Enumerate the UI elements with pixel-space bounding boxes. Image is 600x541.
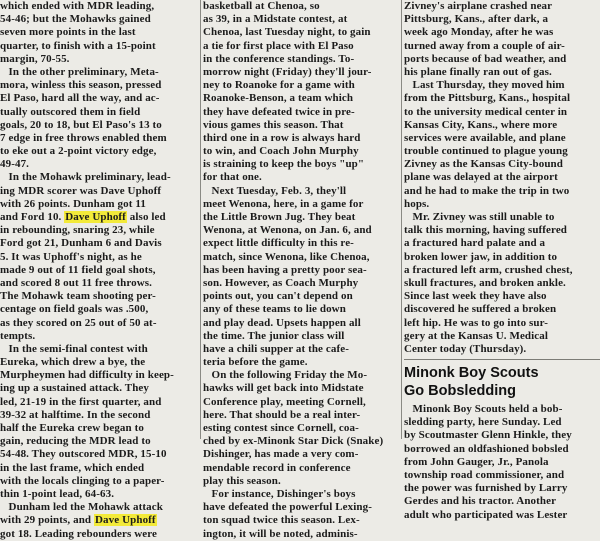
- text-run: has been having a pretty poor sea-: [203, 263, 367, 276]
- article-headline: Go Bobsledding: [404, 383, 516, 400]
- text-run: which ended with MDR leading,: [0, 0, 155, 12]
- text-line: [404, 495, 600, 508]
- text-line: [203, 237, 399, 250]
- text-line: [203, 448, 399, 461]
- text-line: [404, 443, 600, 456]
- text-run: trouble continued to plague young: [404, 145, 568, 158]
- text-run: for that one.: [203, 171, 262, 184]
- text-line: [0, 66, 196, 79]
- text-run: Wenona, at Wenona, on Jan. 6, and: [203, 224, 372, 237]
- text-run: margin, 70-55.: [0, 52, 70, 65]
- text-line: [0, 277, 196, 290]
- text-run: In the Mohawk preliminary, lead-: [0, 171, 171, 184]
- text-run: Since last week they have also: [404, 290, 547, 303]
- text-line: [404, 303, 600, 316]
- text-line: [0, 237, 196, 250]
- text-line: [404, 251, 600, 264]
- text-line: [404, 343, 600, 356]
- text-run: Murpheymen had difficulty in keep-: [0, 369, 174, 382]
- text-run: as they scored on 25 out of 50 at-: [0, 316, 157, 329]
- text-line: [0, 317, 196, 330]
- text-line: [404, 429, 600, 442]
- text-line: [203, 488, 399, 501]
- text-line: [0, 251, 196, 264]
- text-run: Last Thursday, they moved him: [404, 79, 565, 92]
- text-run: and Ford 10.: [0, 211, 65, 223]
- text-run: led, 21-19 in the first quarter, and: [0, 395, 162, 408]
- text-run: is straining to keep the boys "up": [203, 158, 365, 171]
- text-run: hops.: [404, 197, 430, 210]
- text-line: [0, 343, 196, 356]
- text-line: [0, 40, 196, 53]
- text-line: [203, 158, 399, 171]
- text-run: quarter, to finish with a 15-point: [0, 39, 156, 52]
- text-line: [404, 185, 600, 198]
- text-run: hawks will get back into Midstate: [203, 382, 364, 395]
- text-run: ington, it will be noted, adminis-: [203, 527, 358, 540]
- text-run: Next Tuesday, Feb. 3, they'll: [203, 184, 347, 197]
- text-line: [203, 514, 399, 527]
- text-run: ports because of bad weather, and: [404, 52, 567, 65]
- text-line: [0, 119, 196, 132]
- text-run: with the locals clinging to a paper-: [0, 474, 165, 487]
- text-line: [0, 330, 196, 343]
- text-line: [203, 343, 399, 356]
- text-run: meet Wenona, here, in a game for: [203, 197, 364, 210]
- text-run: plane was delayed at the airport: [404, 171, 558, 184]
- text-line: [203, 303, 399, 316]
- text-line: [404, 237, 600, 250]
- text-line: [0, 409, 196, 422]
- text-run: a fractured left arm, crushed chest,: [404, 263, 573, 276]
- text-run: 7 edge in free throws enabled them: [0, 131, 167, 144]
- text-run: broken lower jaw, in addition to: [404, 250, 558, 263]
- text-run: Ford got 21, Dunham 6 and Davis: [0, 237, 162, 250]
- text-run: got 18. Leading rebounders were: [0, 527, 157, 540]
- text-run: skull fractures, and broken ankle.: [404, 276, 566, 289]
- text-run: left hip. He was to go into sur-: [404, 316, 548, 329]
- text-line: [404, 416, 600, 429]
- text-line: [404, 330, 600, 343]
- text-line: [0, 356, 196, 369]
- highlighted-name: Dave Uphoff: [95, 514, 156, 527]
- text-line: [0, 462, 196, 475]
- text-run: week ago Monday, after he was: [404, 26, 554, 39]
- text-run: half the Eureka crew began to: [0, 422, 144, 434]
- text-line: [0, 171, 196, 184]
- text-line: [404, 145, 600, 158]
- text-line: [203, 53, 399, 66]
- text-run: here. That should be a real inter-: [203, 408, 361, 421]
- text-run: with 29 points, and: [0, 514, 95, 527]
- text-line: [203, 330, 399, 343]
- text-line: [0, 79, 196, 92]
- text-line: [0, 448, 196, 461]
- text-run: they have defeated twice in pre-: [203, 105, 355, 118]
- text-run: Dunham led the Mohawk attack: [0, 501, 163, 514]
- text-line: [404, 119, 600, 132]
- text-line: [203, 0, 399, 13]
- text-line: [203, 185, 399, 198]
- text-run: 39-32 at halftime. In the second: [0, 408, 151, 421]
- text-run: ney to Roanoke for a game with: [203, 79, 355, 92]
- text-run: sledding party, here Sunday. Led: [404, 416, 562, 429]
- text-line: [203, 198, 399, 211]
- text-line: [203, 369, 399, 382]
- text-run: with 26 points. Dunham got 11: [0, 197, 146, 210]
- text-line: [404, 277, 600, 290]
- text-run: third one in a row is always hard: [203, 131, 361, 144]
- text-line: [203, 171, 399, 184]
- text-line: [404, 171, 600, 184]
- text-line: [203, 264, 399, 277]
- text-run: the power was furnished by Larry: [404, 482, 568, 495]
- text-line: [203, 290, 399, 303]
- text-line: [203, 224, 399, 237]
- text-line: [0, 382, 196, 395]
- text-run: discovered he suffered a broken: [404, 303, 557, 316]
- column-divider: [401, 0, 402, 439]
- text-run: For instance, Dishinger's boys: [203, 487, 356, 500]
- text-run: teria before the game.: [203, 356, 308, 369]
- text-run: to eke out a 2-point victory edge,: [0, 145, 157, 158]
- text-line: [203, 92, 399, 105]
- text-run: from John Gauger, Jr., Panola: [404, 455, 549, 468]
- text-run: esting contest since Cornell, coa-: [203, 422, 359, 434]
- column-left: [0, 0, 196, 540]
- text-line: [0, 514, 196, 527]
- text-run: son. However, as Coach Murphy: [203, 276, 359, 289]
- text-run: the time. The junior class will: [203, 329, 345, 342]
- text-line: [404, 26, 600, 39]
- text-line: [0, 185, 196, 198]
- text-run: thin 1-point lead, 64-63.: [0, 487, 115, 500]
- text-run: Roanoke-Benson, a team which: [203, 92, 354, 105]
- text-line: [203, 435, 399, 448]
- text-run: Zivney's airplane crashed near: [404, 0, 553, 12]
- text-line: [0, 92, 196, 105]
- text-run: mora, winless this season, pressed: [0, 79, 162, 92]
- text-run: centage on field goals was .500,: [0, 303, 149, 316]
- text-line: [404, 53, 600, 66]
- text-line: [203, 211, 399, 224]
- text-line: [203, 145, 399, 158]
- text-line: [203, 26, 399, 39]
- text-run: adult who participated was Lester: [404, 508, 568, 521]
- text-run: a fractured hard palate and a: [404, 237, 546, 250]
- text-run: The Mohawk team shooting per-: [0, 290, 156, 303]
- text-run: gain, reducing the MDR lead to: [0, 435, 151, 448]
- text-line: [0, 198, 196, 211]
- text-run: township road commissioner, and: [404, 469, 565, 481]
- column-middle: [203, 0, 399, 540]
- text-run: as 39, in a Midstate contest, at: [203, 13, 348, 26]
- text-line: [0, 488, 196, 501]
- text-line: [203, 475, 399, 488]
- text-line: [0, 211, 196, 224]
- text-run: the Little Brown Jug. They beat: [203, 211, 356, 223]
- text-line: [404, 509, 600, 522]
- text-run: In the semi-final contest with: [0, 342, 148, 355]
- text-line: [404, 13, 600, 26]
- section-rule: [404, 359, 600, 360]
- text-run: borrowed an oldfashioned bobsled: [404, 442, 569, 455]
- text-line: [203, 132, 399, 145]
- text-line: [203, 106, 399, 119]
- text-line: [404, 132, 600, 145]
- text-line: [404, 0, 600, 13]
- text-run: Eureka, which drew a bye, the: [0, 356, 146, 369]
- text-run: ing up a sustained attack. They: [0, 382, 149, 395]
- text-run: from the Pittsburg, Kans., hospital: [404, 92, 571, 105]
- text-line: [0, 290, 196, 303]
- text-line: [404, 482, 600, 495]
- text-line: [0, 501, 196, 514]
- text-run: basketball at Chenoa, so: [203, 0, 320, 12]
- text-line: [0, 53, 196, 66]
- text-run: vious games this season. That: [203, 118, 344, 131]
- text-run: talk this morning, having suffered: [404, 224, 568, 237]
- text-line: [0, 26, 196, 39]
- text-run: 54-48. They outscored MDR, 15-10: [0, 448, 167, 461]
- article-headline: Minonk Boy Scouts: [404, 365, 539, 382]
- text-run: match, since Wenona, like Chenoa,: [203, 250, 370, 263]
- text-run: turned away from a couple of air-: [404, 39, 565, 52]
- text-run: to the university medical center in: [404, 105, 568, 118]
- text-line: [203, 119, 399, 132]
- text-run: Chenoa, last Tuesday night, to gain: [203, 26, 371, 39]
- text-line: [404, 403, 600, 416]
- text-line: [0, 158, 196, 171]
- text-line: [0, 264, 196, 277]
- text-run: 49-47.: [0, 158, 30, 171]
- text-line: [404, 224, 600, 237]
- text-line: [0, 106, 196, 119]
- text-run: Minonk Boy Scouts held a bob-: [404, 403, 563, 416]
- text-line: [404, 92, 600, 105]
- text-run: Pittsburg, Kans., after dark, a: [404, 13, 549, 26]
- text-line: [404, 198, 600, 211]
- text-line: [0, 422, 196, 435]
- text-line: [203, 251, 399, 264]
- text-run: any of these teams to lie down: [203, 303, 346, 316]
- text-line: [203, 79, 399, 92]
- text-run: ing MDR scorer was Dave Uphoff: [0, 184, 162, 197]
- text-run: Dishinger, has made a very com-: [203, 448, 359, 461]
- text-line: [203, 40, 399, 53]
- text-line: [0, 396, 196, 409]
- text-line: [404, 290, 600, 303]
- text-run: a tie for first place with El Paso: [203, 39, 354, 52]
- text-line: [404, 469, 600, 482]
- text-run: morrow night (Friday) they'll jour-: [203, 65, 372, 78]
- text-run: ton squad twice this season. Lex-: [203, 514, 360, 527]
- text-run: mendable record in conference: [203, 461, 351, 474]
- text-run: and play dead. Upsets happen all: [203, 316, 361, 329]
- text-run: have defeated the powerful Lexing-: [203, 501, 372, 514]
- text-run: by Scoutmaster Glenn Hinkle, they: [404, 429, 572, 442]
- text-line: [404, 106, 600, 119]
- text-line: [203, 462, 399, 475]
- text-line: [404, 158, 600, 171]
- text-line: [404, 317, 600, 330]
- text-line: [203, 409, 399, 422]
- text-run: to win, and Coach John Murphy: [203, 145, 359, 158]
- text-line: [0, 145, 196, 158]
- text-line: [404, 66, 600, 79]
- text-run: Mr. Zivney was still unable to: [404, 211, 555, 223]
- text-line: [0, 475, 196, 488]
- text-run: services were available, and plane: [404, 131, 566, 144]
- text-line: [203, 501, 399, 514]
- text-run: ched by ex-Minonk Star Dick (Snake): [203, 435, 384, 448]
- text-line: [0, 303, 196, 316]
- text-run: seven more points in the last: [0, 26, 136, 39]
- text-line: [203, 277, 399, 290]
- text-line: [203, 317, 399, 330]
- text-run: in rebounding, snaring 23, while: [0, 224, 155, 237]
- text-run: Zivney as the Kansas City-bound: [404, 158, 563, 171]
- text-run: points out, you can't depend on: [203, 290, 353, 303]
- text-line: [0, 0, 196, 13]
- text-run: tempts.: [0, 329, 36, 342]
- text-run: El Paso, hard all the way, and ac-: [0, 92, 160, 105]
- text-run: 54-46; but the Mohawks gained: [0, 13, 151, 26]
- text-line: [404, 40, 600, 53]
- text-run: In the other preliminary, Meta-: [0, 65, 159, 78]
- text-run: and scored 8 out 11 free throws.: [0, 276, 153, 289]
- text-line: [0, 13, 196, 26]
- text-run: play this season.: [203, 474, 281, 487]
- text-run: gery at the Kansas U. Medical: [404, 329, 549, 342]
- text-line: [0, 528, 196, 541]
- text-line: [203, 356, 399, 369]
- text-line: [203, 396, 399, 409]
- text-line: [404, 456, 600, 469]
- text-line: [0, 224, 196, 237]
- text-line: [0, 435, 196, 448]
- column-divider: [200, 0, 201, 439]
- text-run: Kansas City, Kans., where more: [404, 118, 558, 131]
- text-line: [0, 369, 196, 382]
- text-line: [404, 264, 600, 277]
- text-line: [0, 132, 196, 145]
- text-run: Conference play, meeting Cornell,: [203, 395, 366, 408]
- text-run: expect little difficulty in this re-: [203, 237, 354, 250]
- text-line: [404, 79, 600, 92]
- text-run: his plane finally ran out of gas.: [404, 65, 552, 78]
- text-line: [203, 422, 399, 435]
- text-run: in the last frame, which ended: [0, 461, 145, 474]
- text-line: [203, 528, 399, 541]
- highlighted-name: Dave Uphoff: [65, 211, 126, 223]
- text-line: [203, 66, 399, 79]
- text-run: also led: [126, 211, 166, 223]
- text-line: [203, 382, 399, 395]
- text-run: goals, 20 to 18, but El Paso's 13 to: [0, 118, 162, 131]
- text-line: [203, 13, 399, 26]
- text-run: On the following Friday the Mo-: [203, 369, 368, 382]
- text-line: [404, 211, 600, 224]
- text-run: tually outscored them in field: [0, 105, 141, 118]
- text-run: Gerdes and his tractor. Another: [404, 495, 557, 508]
- column-right: [404, 0, 600, 521]
- text-run: in the conference standings. To-: [203, 52, 355, 65]
- text-run: made 9 out of 11 field goal shots,: [0, 263, 156, 276]
- text-run: have a chili supper at the cafe-: [203, 342, 349, 355]
- text-run: 5. It was Uphoff's night, as he: [0, 250, 142, 263]
- text-run: Center today (Thursday).: [404, 342, 527, 355]
- text-run: and he had to make the trip in two: [404, 184, 570, 197]
